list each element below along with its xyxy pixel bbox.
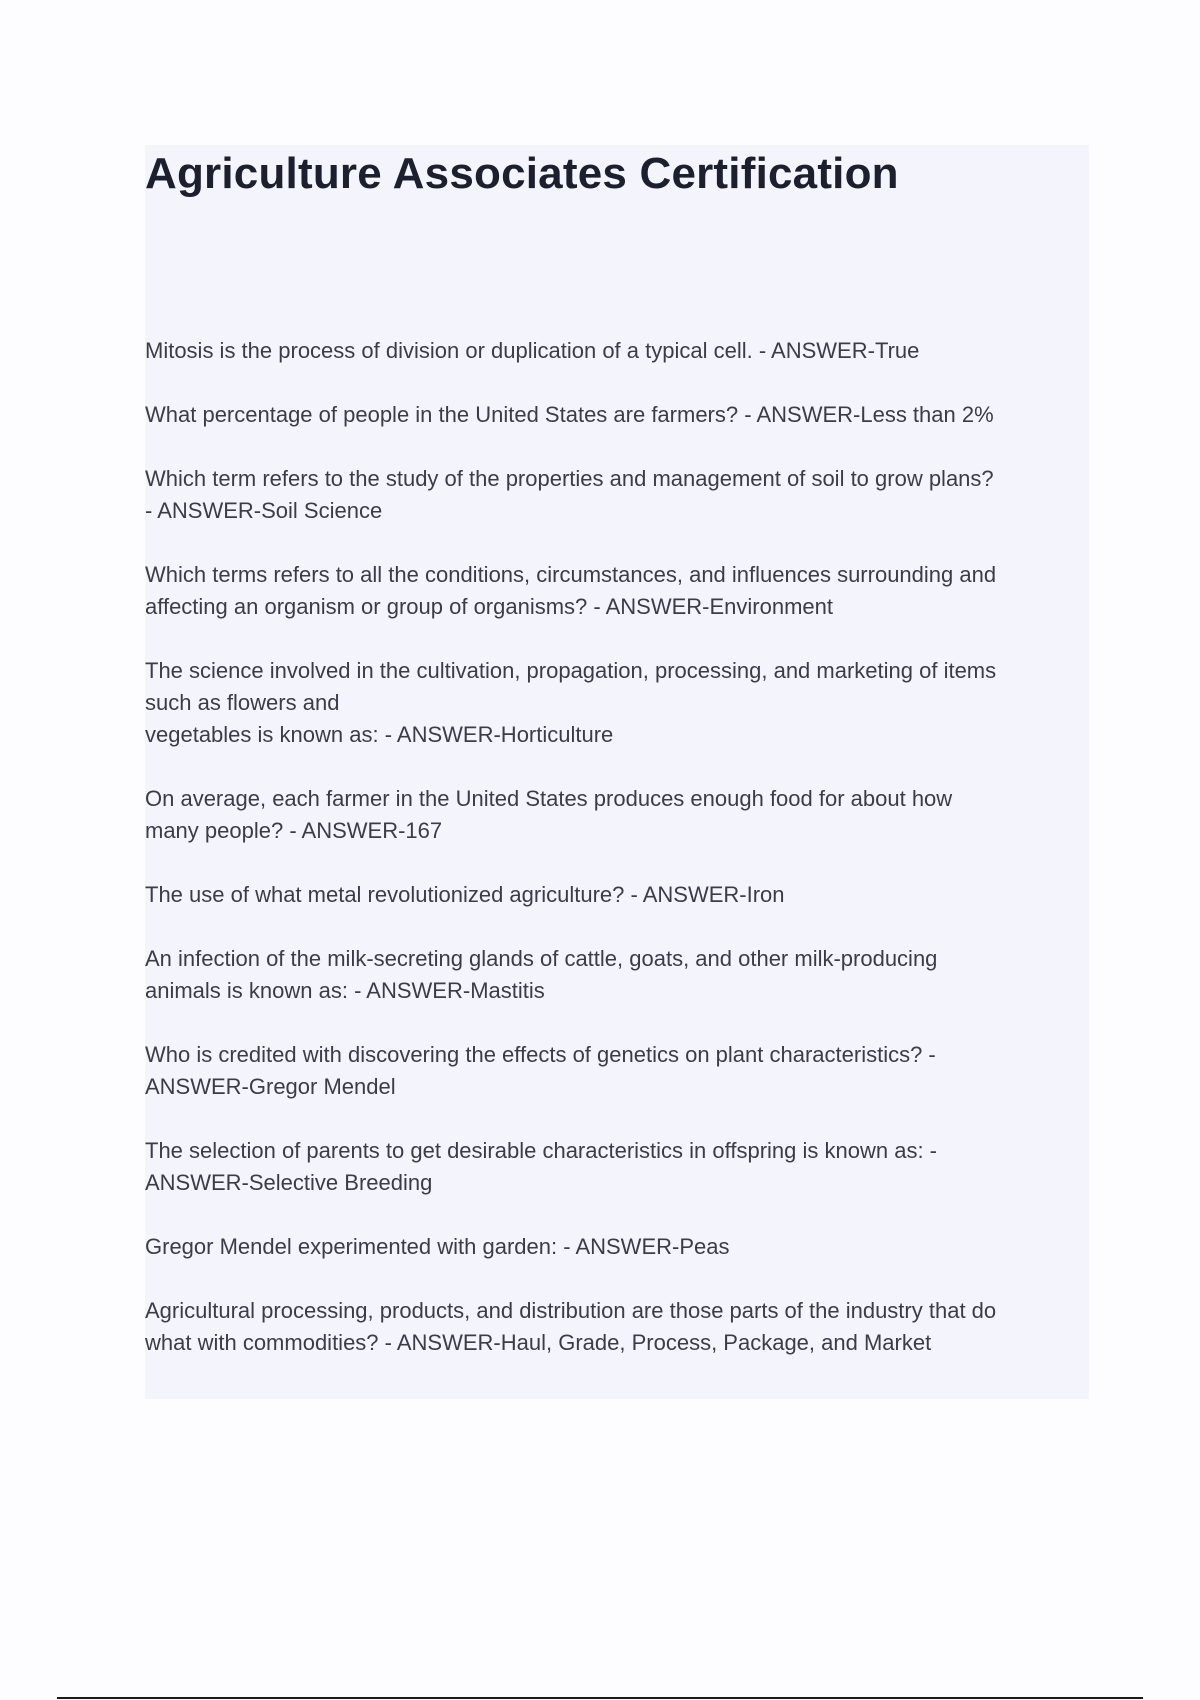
qa-line: many people? - ANSWER-167 (145, 818, 443, 843)
qa-item (145, 1231, 1089, 1263)
qa-line: Agricultural processing, products, and distribution are those parts of the industry that do (145, 1298, 997, 1323)
document-content (145, 145, 1089, 1399)
qa-line: Gregor Mendel experimented with garden: - ANSWER-Peas (145, 1234, 730, 1259)
qa-item (145, 655, 1089, 751)
qa-item (145, 559, 1089, 623)
qa-line: animals is known as: - ANSWER-Mastitis (145, 978, 545, 1003)
qa-item (145, 1135, 1089, 1199)
qa-item (145, 783, 1089, 847)
qa-line: ANSWER-Gregor Mendel (145, 1074, 396, 1099)
qa-item (145, 335, 1089, 367)
qa-line: vegetables is known as: - ANSWER-Horticulture (145, 722, 614, 747)
qa-line: The selection of parents to get desirable characteristics in offspring is known as: - (145, 1138, 937, 1163)
qa-line: Who is credited with discovering the effects of genetics on plant characteristics? - (145, 1042, 936, 1067)
qa-line: ANSWER-Selective Breeding (145, 1170, 433, 1195)
qa-line: Which term refers to the study of the properties and management of soil to grow plans? (145, 466, 994, 491)
qa-line: The use of what metal revolutionized agriculture? - ANSWER-Iron (145, 882, 785, 907)
qa-item (145, 1295, 1089, 1359)
qa-line: affecting an organism or group of organisms? - ANSWER-Environment (145, 594, 834, 619)
qa-line: Which terms refers to all the conditions, circumstances, and influences surrounding and (145, 562, 997, 587)
qa-list (145, 335, 1089, 1391)
qa-line: such as flowers and (145, 690, 340, 715)
qa-item (145, 943, 1089, 1007)
qa-item (145, 399, 1089, 431)
qa-item (145, 463, 1089, 527)
qa-item (145, 1039, 1089, 1103)
qa-line: What percentage of people in the United States are farmers? - ANSWER-Less than 2% (145, 402, 994, 427)
qa-item (145, 879, 1089, 911)
qa-line: - ANSWER-Soil Science (145, 498, 383, 523)
document-title: Agriculture Associates Certification (145, 149, 899, 198)
qa-line: An infection of the milk-secreting glands of cattle, goats, and other milk-producing (145, 946, 938, 971)
qa-line: what with commodities? - ANSWER-Haul, Grade, Process, Package, and Market (145, 1330, 932, 1355)
qa-line: The science involved in the cultivation, propagation, processing, and marketing of items (145, 658, 997, 683)
qa-line: Mitosis is the process of division or duplication of a typical cell. - ANSWER-True (145, 338, 920, 363)
qa-line: On average, each farmer in the United States produces enough food for about how (145, 786, 953, 811)
footer-divider (57, 1697, 1143, 1699)
